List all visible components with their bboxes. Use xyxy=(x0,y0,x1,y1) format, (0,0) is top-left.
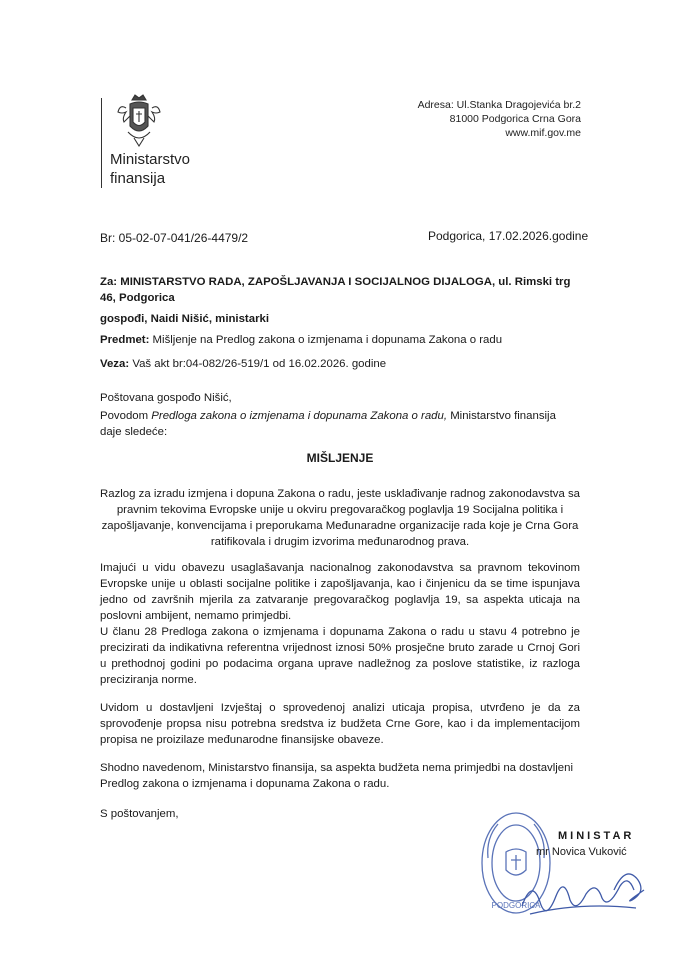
stamp-city: PODGORICA xyxy=(491,901,541,910)
recipient-block xyxy=(100,274,580,372)
paragraph-4: Uvidom u dostavljeni Izvještaj o sprovedenoj analizi uticaja propisa, utvrđeno je da za sprovođenje propsa nisu potrebna sredstva iz budžeta Crne Gore, kao i da implementacijom propisa ne proizilaze međunarodne finansijske obaveze. xyxy=(100,702,580,746)
montenegro-coat-of-arms-icon xyxy=(114,92,164,148)
website: www.mif.gov.me xyxy=(505,127,581,139)
ministry-name xyxy=(110,150,190,188)
ministry-name-line2: finansija xyxy=(110,170,166,187)
paragraph-5: Shodno navedenom, Ministarstvo finansija, sa aspekta budžeta nema primjedbi na dostavljeni Predlog zakona o izmjenama i dopunama Zakona o radu. xyxy=(100,762,573,790)
salutation: Poštovana gospođo Nišić, xyxy=(100,392,232,404)
veza-label: Veza: xyxy=(100,358,130,370)
ministry-name-line1: Ministarstvo xyxy=(110,151,191,168)
recipient-line xyxy=(100,274,580,306)
za-label: Za: xyxy=(100,276,118,288)
handwritten-signature-icon xyxy=(510,850,660,930)
predmet-label: Predmet: xyxy=(100,334,150,346)
signatory-title: MINISTAR xyxy=(558,830,635,842)
predmet-text: Mišljenje na Predlog zakona o izmjenama i dopunama Zakona o radu xyxy=(152,334,503,346)
header-divider-line xyxy=(101,98,102,188)
address-line: Adresa: Ul.Stanka Dragojevića br.2 xyxy=(417,99,581,111)
subject-line xyxy=(100,332,580,348)
document-date: Podgorica, 17.02.2026.godine xyxy=(428,229,589,243)
recipient-name: MINISTARSTVO RADA, ZAPOŠLJAVANJA I SOCIJALNOG DIJALOGA, ul. Rimski trg 46, Podgorica xyxy=(100,276,571,304)
intro-paragraph xyxy=(100,408,580,440)
recipient-attention: gospođi, Naidi Nišić, ministarki xyxy=(100,313,269,325)
intro-pre: Povodom xyxy=(100,410,149,422)
closing: S poštovanjem, xyxy=(100,808,179,820)
paragraph-1: Razlog za izradu izmjena i dopuna Zakona o radu, jeste usklađivanje radnog zakonodavstva sa pravnim tekovima Evropske unije u okviru pregovaračkog poglavlja 19 Socijalna politika i zapošljavanje, konvencijama i preporukama Međunaradne organizacije rada koje je Crna Gora ratifikovala i drugim izvorima međunarodnog prava. xyxy=(100,488,580,548)
signatory-name: mr Novica Vuković xyxy=(536,846,627,858)
intro-post: Ministarstvo finansija daje sledeće: xyxy=(100,410,556,438)
address-block xyxy=(418,98,581,140)
reference-line xyxy=(100,356,580,372)
address-city: 81000 Podgorica Crna Gora xyxy=(449,113,581,125)
paragraph-3: U članu 28 Predloga zakona o izmjenama i dopunama Zakona o radu u stavu 4 potrebno je precizirati da indikativna referentna vrijednost iznosi 50% prosječne bruto zarade u Crnoj Gori u prethodnoj godini po podacima organa uprave nadležnog za poslove statistike, iz razloga preciziranja norme. xyxy=(100,626,580,686)
reference-number: Br: 05-02-07-041/26-4479/2 xyxy=(100,231,249,245)
intro-italic: Predloga zakona o izmjenama i dopunama Zakona o radu, xyxy=(151,410,448,422)
opinion-heading: MIŠLJENJE xyxy=(306,451,374,465)
paragraph-2: Imajući u vidu obavezu usaglašavanja nacionalnog zakonodavstva sa pravnom tekovinom Evropske unije u oblasti socijalne politike i zapošljavanja, kao i činjenicu da se time ispunjava jedno od završnih mjerila za zatvaranje pregovaračkog poglavlja 19, sa aspekta uticaja na poslovni ambijent, nemamo primjedbi. xyxy=(100,562,580,622)
veza-text: Vaš akt br:04-082/26-519/1 od 16.02.2026. godine xyxy=(132,358,387,370)
